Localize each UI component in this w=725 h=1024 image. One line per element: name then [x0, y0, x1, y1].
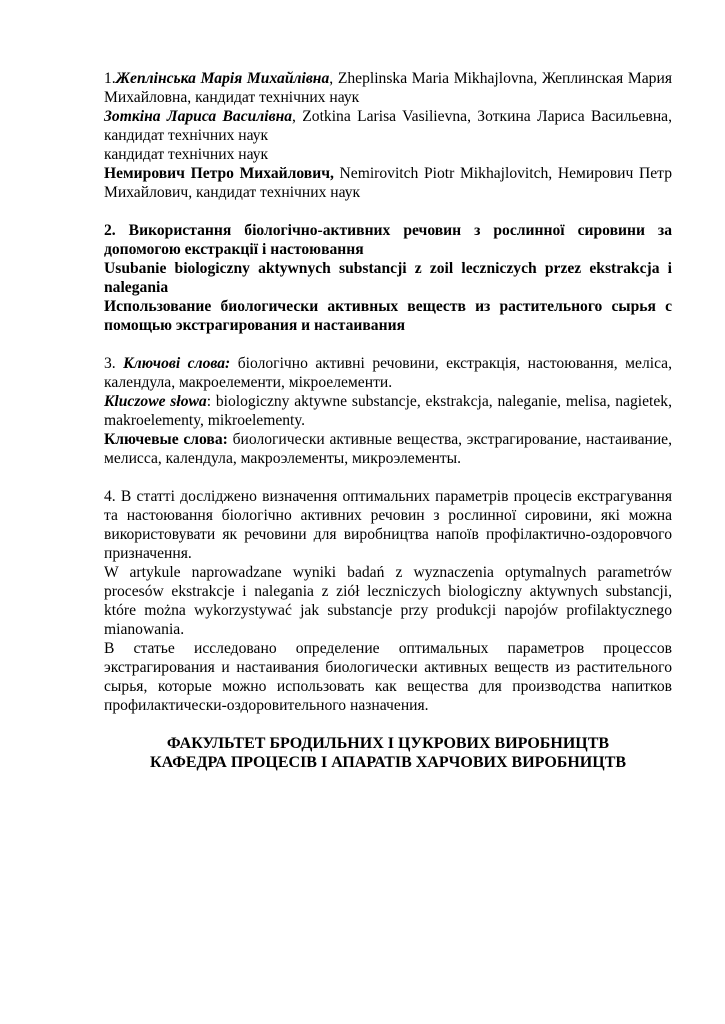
keywords-uk-label: Ключові слова: [123, 355, 231, 372]
keywords-ru-label: Ключевые слова: [104, 431, 228, 448]
author-1-number: 1. [104, 70, 116, 87]
author-3-details: Nemirovitch Piotr Mikhajlovitch, Немирович Петр Михайлович, кандидат технічних наук [104, 165, 672, 201]
keywords-pl-label: Kluczowe słowa [104, 393, 207, 410]
author-2-name: Зоткіна Лариса Василівна [104, 108, 293, 125]
keywords-ru [104, 430, 672, 468]
department-heading: КАФЕДРА ПРОЦЕСІВ І АПАРАТІВ ХАРЧОВИХ ВИРОБНИЦТВ [149, 754, 627, 771]
keywords-ru-text: биологически активные вещества, экстрагирование, настаивание, мелисса, календула, макроэлементы, микроэлементы. [104, 431, 673, 467]
author-2 [104, 107, 672, 145]
keywords-pl-text: : biologiczny aktywne substancje, ekstrakcja, naleganie, melisa, nagietek, makroelementy, mikroelementy. [104, 393, 672, 429]
document-body [104, 69, 672, 772]
author-1 [104, 69, 672, 107]
author-2-details: , Zotkina Larisa Vasilievna, Зоткина Лариса Васильевна, кандидат технічних наук [104, 108, 672, 144]
author-3 [104, 164, 672, 202]
author-1-details: , Zheplinska Maria Mikhajlovna, Жеплинская Мария Михайловна, кандидат технічних наук [104, 70, 673, 106]
author-2-extra: кандидат технічних наук [104, 146, 269, 163]
keywords-uk-text: біологічно активні речовини, екстракція, настоювання, меліса, календула, макроелементи, мікроелементи. [104, 355, 673, 391]
author-3-name: Немирович Петро Михайлович, [104, 165, 334, 182]
abstract-pl: W artykule naprowadzane wyniki badań z wyznaczenia optymalnych parametrów procesów ekstrakcje i nalegania z ziół leczniczych biologiczny aktywnych substancji, które można wykorzystywać jak substancje przy produkcji napojów profilaktycznego mianowania. [104, 564, 672, 638]
abstract-uk: 4. В статті досліджено визначення оптимальних параметрів процесів екстрагування та настоювання біологічно активних речовин з рослинної сировини, які можна використовувати як речовини для виробництва напоїв профілактично-оздоровчого призначення. [104, 488, 672, 562]
faculty-heading: ФАКУЛЬТЕТ БРОДИЛЬНИХ І ЦУКРОВИХ ВИРОБНИЦТВ [166, 735, 610, 752]
title-pl: Usubanie biologiczny aktywnych substancji z zoil leczniczych przez ekstrakcja i nalegania [104, 260, 672, 296]
keywords-uk [104, 354, 672, 392]
keywords-pl [104, 392, 672, 430]
title-uk: 2. Використання біологічно-активних речовин з рослинної сировини за допомогою екстракції і настоювання [104, 222, 672, 258]
abstract-ru: В статье исследовано определение оптимальных параметров процессов экстрагирования и настаивания биологически активных веществ из растительного сырья, которые можно использовать как вещества для производства напитков профилактически-оздоровительного назначения. [104, 640, 672, 714]
keywords-number: 3. [104, 355, 124, 372]
title-ru: Использование биологически активных веществ из растительного сырья с помощью экстрагирования и настаивания [104, 298, 672, 334]
author-1-name: Жеплінська Марія Михайлівна [115, 70, 330, 87]
